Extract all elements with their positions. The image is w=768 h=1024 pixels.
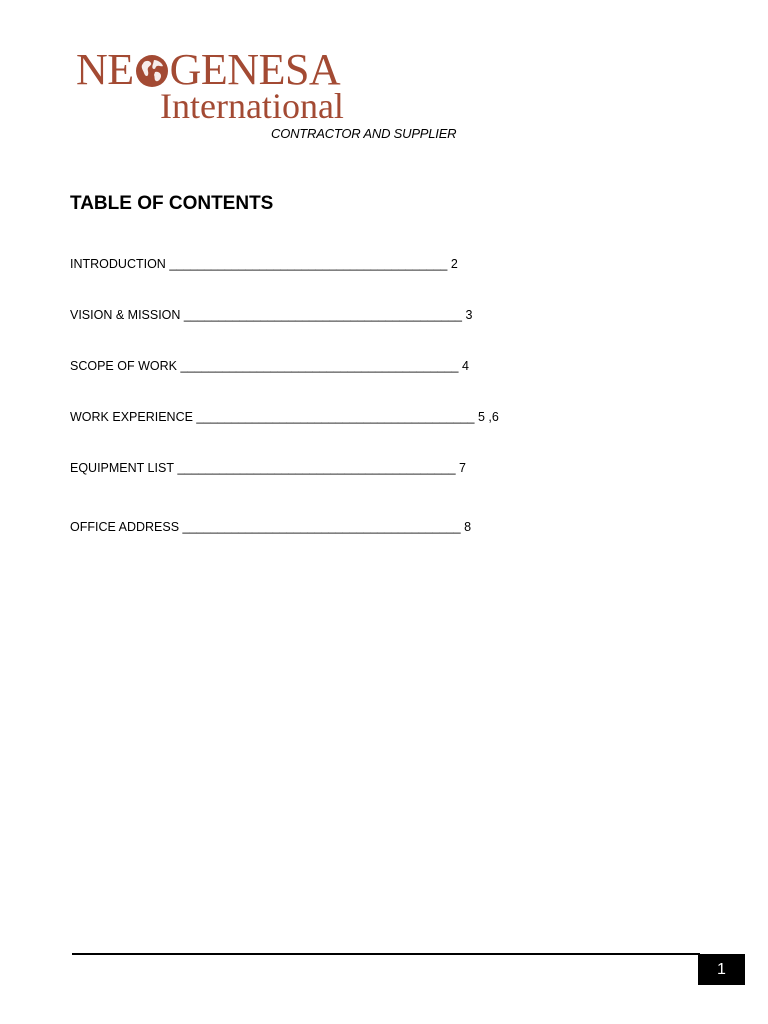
toc-entry-label: WORK EXPERIENCE	[70, 410, 193, 424]
toc-entry-leader: ________________________________________	[180, 359, 459, 373]
toc-entry-page: 8	[464, 520, 472, 534]
toc-entry-leader: ________________________________________	[177, 461, 456, 475]
toc-entry-leader: ________________________________________	[182, 520, 461, 534]
toc-entry-equipment-list[interactable]	[70, 461, 466, 475]
toc-entry-scope-of-work[interactable]	[70, 359, 469, 373]
toc-entry-label: EQUIPMENT LIST	[70, 461, 174, 475]
page-number: 1	[717, 960, 726, 978]
footer-divider	[72, 953, 700, 955]
toc-list	[70, 0, 570, 560]
toc-entry-page: 4	[462, 359, 469, 373]
toc-entry-leader: ________________________________________	[183, 308, 462, 322]
toc-title: TABLE OF CONTENTS	[70, 193, 274, 214]
toc-entry-label: VISION & MISSION	[70, 308, 181, 322]
toc-entry-page: 2	[450, 257, 458, 271]
toc-entry-vision-mission[interactable]	[70, 308, 472, 322]
toc-entry-introduction[interactable]	[70, 257, 458, 271]
toc-entry-leader: ________________________________________	[196, 410, 475, 424]
toc-entry-page: 3	[465, 308, 473, 322]
logo-wordmark-line2: International	[160, 86, 344, 126]
company-tagline: CONTRACTOR AND SUPPLIER	[271, 126, 457, 141]
page-number-badge	[698, 954, 745, 985]
logo-text-right: GENESA	[169, 45, 341, 94]
logo-text-left: NE	[76, 45, 134, 94]
toc-entry-leader: ________________________________________	[169, 257, 448, 271]
toc-entry-label: SCOPE OF WORK	[70, 359, 177, 373]
toc-entry-label: OFFICE ADDRESS	[70, 520, 180, 534]
toc-entry-label: INTRODUCTION	[70, 257, 166, 271]
toc-entry-page: 7	[459, 461, 466, 475]
toc-entry-page: 5 ,6	[477, 410, 499, 424]
toc-entry-office-address[interactable]	[70, 520, 471, 534]
toc-entry-work-experience[interactable]	[70, 410, 499, 424]
